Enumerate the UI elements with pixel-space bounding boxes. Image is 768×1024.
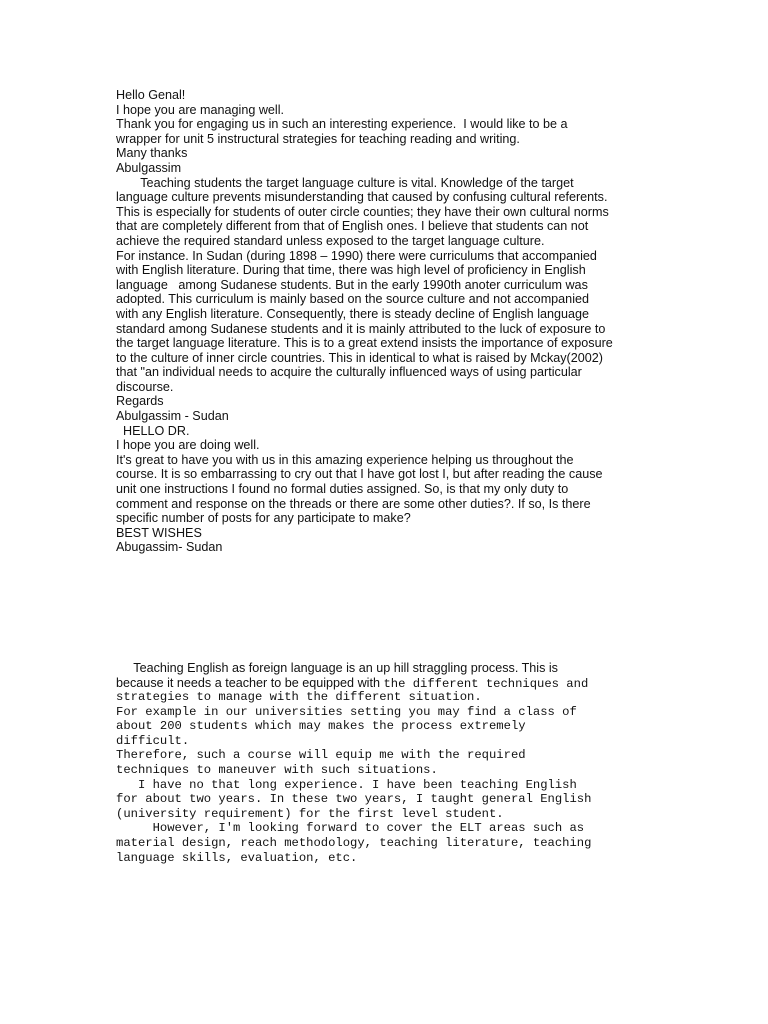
text-line: material design, reach methodology, teaching literature, teaching [116, 835, 592, 850]
email-block-1 [116, 88, 656, 555]
text-line: strategies to manage with the different situation. [116, 690, 482, 704]
text-line: language skills, evaluation, etc. [116, 850, 358, 865]
text-line: Abulgassim - Sudan [116, 409, 229, 424]
text-line: that are completely different from that of English ones. I believe that students can not [116, 219, 589, 234]
text-line: language among Sudanese students. But in the early 1990th anoter curriculum was [116, 277, 588, 292]
text-line-mixed [116, 676, 656, 692]
text-line: BEST WISHES [116, 525, 202, 540]
text-line: discourse. [116, 379, 174, 394]
text-line: techniques to maneuver with such situations. [116, 762, 438, 777]
text-segment-mono: the different techniques and [383, 676, 589, 691]
text-line: However, I'm looking forward to cover the ELT areas such as [116, 821, 585, 836]
text-line: about 200 students which may makes the process extremely [116, 719, 526, 734]
text-line: wrapper for unit 5 instructural strategies for teaching reading and writing. [116, 131, 520, 146]
text-line: Abulgassim [116, 160, 182, 175]
text-line: Abugassim- Sudan [116, 540, 223, 555]
text-line: I hope you are managing well. [116, 102, 285, 117]
text-line: Hello Genal! [116, 88, 186, 102]
text-line: for about two years. In these two years, I taught general English [116, 792, 592, 807]
text-line: Regards [116, 394, 164, 409]
text-line: I hope you are doing well. [116, 438, 260, 453]
text-line: the target language literature. This is to a great extend insists the importance of exposure [116, 336, 613, 351]
text-line: unit one instructions I found no formal duties assigned. So, is that my only duty to [116, 482, 569, 497]
text-line: Therefore, such a course will equip me with the required [116, 748, 526, 763]
text-line: For instance. In Sudan (during 1898 – 1990) there were curriculums that accompanied [116, 248, 597, 263]
text-line: with any English literature. Consequently, there is steady decline of English language [116, 306, 590, 321]
text-segment: because it needs a teacher to be equipped with [116, 675, 384, 690]
text-line: This is especially for students of outer circle counties; they have their own cultural norms [116, 204, 609, 219]
text-line: I have no that long experience. I have been teaching English [116, 777, 577, 792]
text-line: specific number of posts for any participate to make? [116, 511, 411, 526]
text-line: Teaching students the target language culture is vital. Knowledge of the target [116, 175, 574, 190]
text-line: HELLO DR. [116, 423, 190, 438]
text-line: standard among Sudanese students and it is mainly attributed to the luck of exposure to [116, 321, 606, 336]
text-line: achieve the required standard unless exposed to the target language culture. [116, 233, 545, 248]
text-line: Thank you for engaging us in such an interesting experience. I would like to be a [116, 117, 568, 132]
text-line: course. It is so embarrassing to cry out that I have got lost I, but after reading the cause [116, 467, 603, 482]
text-line: adopted. This curriculum is mainly based on the source culture and not accompanied [116, 292, 589, 307]
text-line: comment and response on the threads or there are some other duties?. If so, Is there [116, 496, 591, 511]
text-line: difficult. [116, 733, 190, 748]
text-line: For example in our universities setting you may find a class of [116, 704, 577, 719]
text-line: that "an individual needs to acquire the culturally influenced ways of using particular [116, 365, 582, 380]
email-block-2-body [116, 690, 656, 865]
text-line: (university requirement) for the first level student. [116, 806, 504, 821]
text-line: Many thanks [116, 146, 188, 161]
text-line: It's great to have you with us in this amazing experience helping us throughout the [116, 452, 574, 467]
text-line: language culture prevents misunderstanding that caused by confusing cultural referents. [116, 190, 608, 205]
email-block-2-intro [116, 661, 656, 691]
text-line: Teaching English as foreign language is an up hill straggling process. This is [116, 661, 558, 675]
text-line: to the culture of inner circle countries. This in identical to what is raised by Mckay(2002) [116, 350, 603, 365]
text-line: with English literature. During that time, there was high level of proficiency in English [116, 263, 586, 278]
